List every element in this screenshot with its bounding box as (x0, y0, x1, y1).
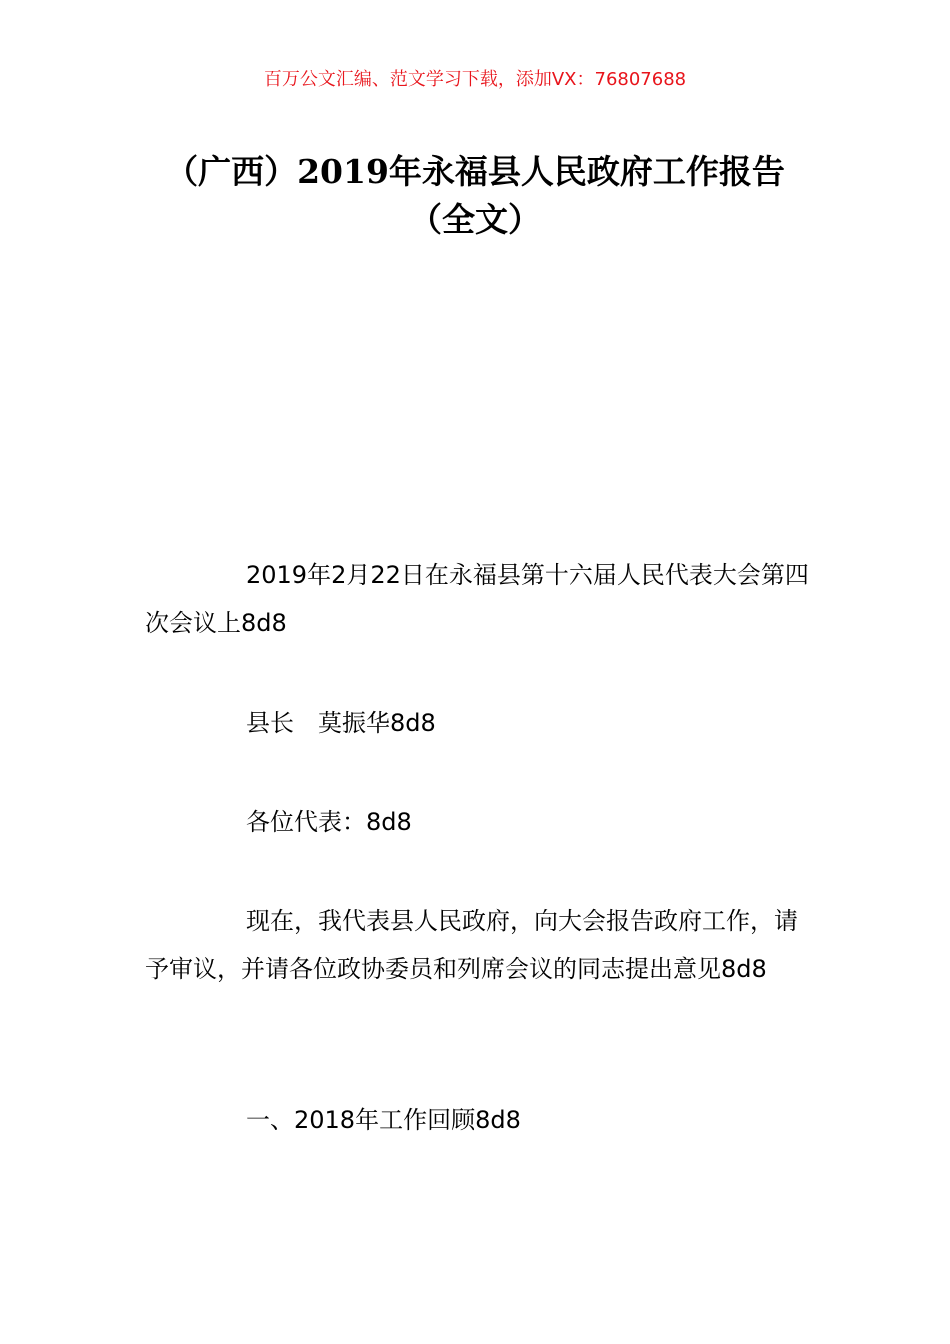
speaker-paragraph (145, 699, 815, 747)
paragraph-text: 2019年2月22日在永福县第十六届人民代表大会第四次会议上8d8 (145, 561, 809, 637)
section-heading (145, 1096, 815, 1144)
paragraph-text: 县长 莫振华8d8 (246, 709, 436, 737)
title-line-1: （广西）2019年永福县人民政府工作报告 (165, 152, 785, 191)
promo-banner: 百万公文汇编、范文学习下载，添加VX：76807688 (263, 69, 687, 90)
session-info-paragraph (145, 551, 815, 647)
intro-paragraph (145, 897, 815, 993)
paragraph-text: 现在，我代表县人民政府，向大会报告政府工作，请予审议，并请各位政协委员和列席会议的同志提出意见8d8 (145, 907, 798, 983)
title-line-2: （全文） (409, 200, 541, 239)
paragraph-text: 各位代表：8d8 (246, 808, 412, 836)
document-title (60, 148, 890, 244)
paragraph-text: 一、2018年工作回顾8d8 (246, 1106, 521, 1134)
salutation-paragraph (145, 798, 815, 846)
